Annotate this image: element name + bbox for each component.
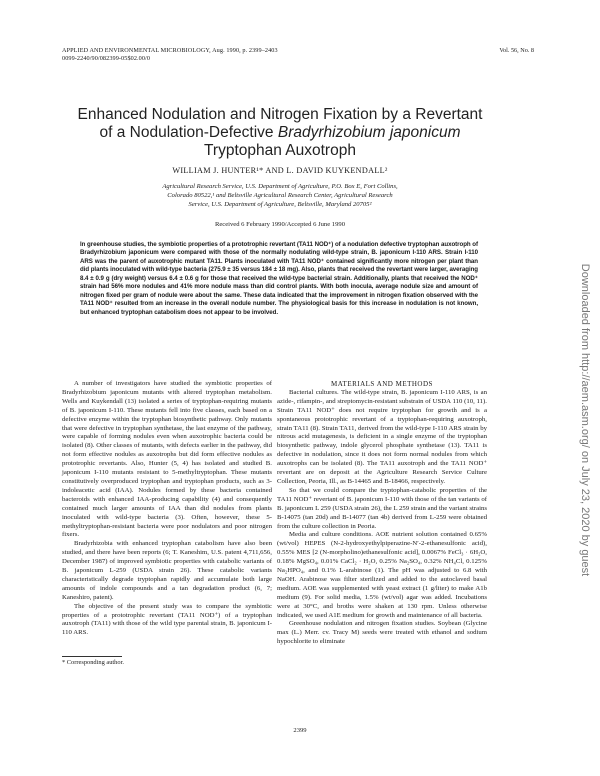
abstract: In greenhouse studies, the symbiotic properties of a prototrophic revertant (TA11 NOD⁺) of a nodulation defective tryptophan auxotroph of Bradyrhizobium japonicum were compared with those of the normally nodulating wild-type strain, B. japonicum I-110 ARS. Strain I-110 ARS was the parent of auxotrophic mutant TA11. Plants inoculated with TA11 NOD⁺ contained significantly more nitrogen per plant than did plants inoculated with wild-type bacteria (275.9 ± 35 versus 184 ± 18 mg). Also, plants that received the revertant were larger, averaging 8.4 ± 0.9 g (dry weight) versus 6.4 ± 0.6 g for those that received the wild-type bacterial strain. Additionally, plants that received the NOD⁺ strain had 56% more nodules and 41% more nodule mass than did control plants. With both inocula, average nodule size and amount of nitrogen fixed per gram of nodule were about the same. These data indicated that the improvement in nitrogen fixation observed with the TA11 NOD⁺ resulted from an increase in the overall nodule number. The physiological basis for this increase in nodulation is not known, but enhanced tryptophan catabolism does not appear to be involved. (80, 241, 478, 316)
footnote-rule (62, 656, 122, 657)
author-list: WILLIAM J. HUNTER¹* AND L. DAVID KUYKENDALL² (172, 166, 388, 175)
left-column (62, 380, 272, 638)
right-column (277, 380, 487, 647)
received-dates: Received 6 February 1990/Accepted 6 June 1990 (214, 221, 345, 228)
title-line-1: Enhanced Nodulation and Nitrogen Fixation by a Revertant (77, 106, 483, 123)
title-line-3: Tryptophan Auxotroph (204, 142, 356, 159)
title-organism: Bradyrhizobium japonicum (277, 124, 461, 141)
footnote: * Corresponding author. (62, 659, 124, 666)
methods-paragraph-1: Bacterial cultures. The wild-type strain, B. japonicum I-110 ARS, is an azide-, rifampin-, and streptomycin-resistant substrain of USDA 110 (10, 11). Strain TA11 NOD⁺ does not require tryptophan for growth and is a spontaneous prototrophic revertant of a tryptophan-requiring auxotroph, strain TA11 (8). Strain TA11, derived from the wild-type I-110 ARS strain by nitrous acid mutagenesis, is deficient in a single enzyme of the tryptophan biosynthetic pathway, indole glycerol phosphate synthetase (13). TA11 is defective in nodulation, since it does not form normal nodules from which auxotrophs can be isolated (8). The TA11 auxotroph and the TA11 NOD⁺ revertant are on deposit at the Agriculture Research Service Culture Collection, Peoria, Ill., as B-14465 and B-18466, respectively. (277, 388, 487, 485)
title-line-2 (60, 124, 500, 142)
methods-paragraph-2: So that we could compare the tryptophan-catabolic properties of the TA11 NOD⁺ revertant of B. japonicum I-110 with those of the tan variants of B. japonicum L 259 (USDA strain 26), the L 259 strain and the variant strains B-14075 (tan 20d) and B-14077 (tan 4b) derived from L-259 were obtained from the culture collection in Peoria. (277, 486, 487, 530)
side-watermark[interactable] (578, 200, 592, 640)
volume-label: Vol. 56, No. 8 (499, 47, 534, 54)
intro-paragraph-3: The objective of the present study was to compare the symbiotic properties of a prototrophic revertant (TA11 NOD⁺) of a tryptophan auxotroph (TA11) with those of the wild type parental strain, B. japonicum I-110 ARS. (62, 602, 272, 637)
journal-issn: 0099-2240/90/082399-05$02.00/0 (62, 55, 151, 62)
intro-paragraph-2: Bradyrhizobia with enhanced tryptophan catabolism have also been studied, and there have been reports (6; T. Kaneshim, U.S. patent 4,711,656, December 1987) of improved symbiotic properties with catabolic variants of B. japonicum L-259 (USDA strain 26). These catabolic variants characteristically degrade tryptophan rapidly and accumulate both large amounts of indole compounds and a tan degradation product (6, 7; Kaneshiro, patent). (62, 540, 272, 601)
affiliation-line-2: Colorado 80522,¹ and Beltsville Agricultural Research Center, Agricultural Research (167, 192, 393, 199)
journal-header (62, 47, 278, 63)
affiliation-line-1: Agricultural Research Service, U.S. Department of Agriculture, P.O. Box E, Fort Collins, (162, 183, 398, 190)
article-title (60, 106, 500, 160)
page-number: 2399 (293, 727, 307, 734)
methods-paragraph-4: Greenhouse nodulation and nitrogen fixation studies. Soybean (Glycine max (L.) Merr. cv. Tracy M) seeds were treated with ethanol and sodium hypochlorite to eliminate (277, 620, 487, 646)
journal-citation: APPLIED AND ENVIRONMENTAL MICROBIOLOGY, Aug. 1990, p. 2399–2403 (62, 47, 278, 54)
methods-paragraph-3: Media and culture conditions. AOE nutrient solution contained 0.65% (wt/vol) HEPES (N-2-hydroxyethylpiperazine-N′-2-ethanesulfonic acid), 0.55% MES [2 (N-morpholino)ethanesulfonic acid], 0.0067% FeCl₃ · 6H₂O, 0.18% MgSO₄, 0.01% CaCl₂ · H₂O, 0.25% Na₂SO₄, 0.32% NH₄Cl, 0.125% Na₂HPO₄, and 0.1% L-arabinose (1). The pH was adjusted to 6.8 with NaOH. Arabinose was filter sterilized and added to the autoclaved basal medium. AOE was supplemented with yeast extract (1 g/liter) to make A1b medium (9). For solid media, 1.5% (wt/vol) agar was added. Incubations were at 30°C, and broths were shaken at 130 rpm. Unless otherwise indicated, we used A1E medium for growth and maintenance of all bacteria. (277, 531, 487, 619)
affiliations (70, 182, 490, 209)
intro-paragraph-1: A number of investigators have studied the symbiotic properties of Bradyrhizobium japonicum mutants with altered tryptophan metabolism. Wells and Kuykendall (13) isolated a series of tryptophan-requiring mutants of B. japonicum I-110. These mutants fell into five classes, each based on a defective enzyme within the tryptophan biosynthetic pathway. Only mutants that were defective in tryptophan synthetase, the last enzyme of the pathway, were capable of forming nodules even when auxotrophic bacteria could be isolated (8). Other classes of mutants, with defects earlier in the pathway, did not form effective nodules as auxotrophs but did form effective nodules as prototrophic revertants. Also, Hunter (5, 4) has isolated and studied B. japonicum I-110 mutants resistant to 5-methyltryptophan. These mutants constitutively overproduced tryptophan and tryptophan products, such as 3-indoleacetic acid (IAA). Nodules formed by these bacteria contained bacteroids with enhanced IAA-producing capability (4) and consequently contained much larger amounts of IAA than did nodules from plants inoculated with wild-type bacteria (3). Often, however, these 5-methyltryptophan-resistant bacteria were poor nodulators and poor nitrogen fixers. (62, 380, 272, 539)
title-line-2-prefix: of a Nodulation-Defective (99, 124, 278, 141)
section-heading: MATERIALS AND METHODS (331, 380, 433, 388)
affiliation-line-3: Service, U.S. Department of Agriculture, Beltsville, Maryland 20705² (188, 201, 372, 208)
download-link[interactable]: Downloaded from http://aem.asm.org/ on July 23, 2020 by guest (579, 263, 591, 577)
